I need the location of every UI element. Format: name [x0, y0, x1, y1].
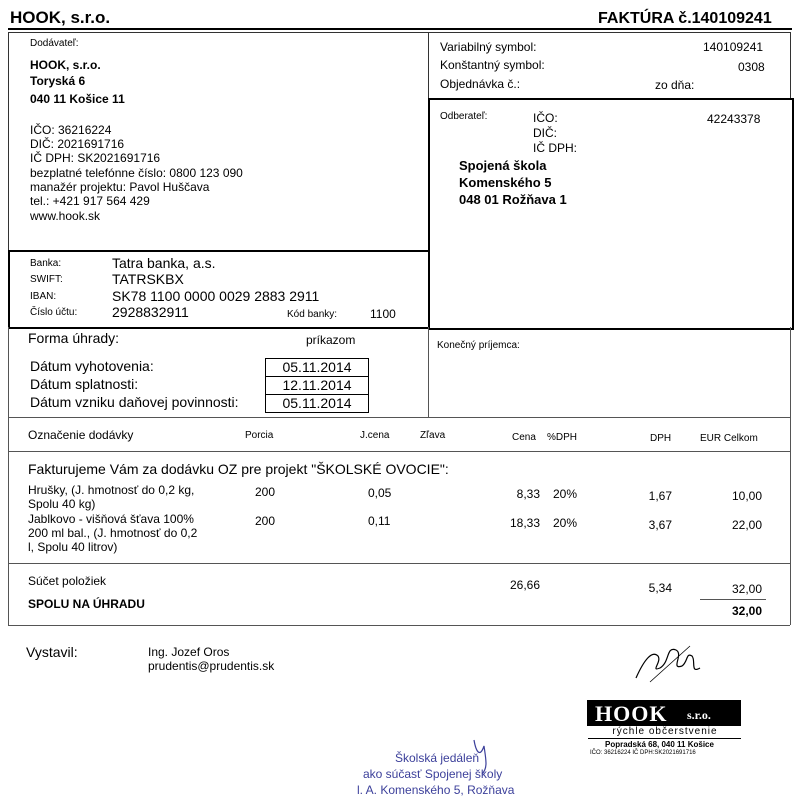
table-sum-rule: [8, 563, 790, 564]
customer-ico-value: 42243378: [707, 112, 761, 126]
pay-total-value: 32,00: [731, 604, 762, 618]
sum-total: 32,00: [731, 582, 762, 596]
stamp-ids: IČO: 36216224 IČ DPH:SK2021691716: [590, 750, 696, 756]
row-desc-line: 200 ml bal., (J. hmotnosť do 0,2: [28, 526, 198, 540]
customer-icdph-label: IČ DPH:: [533, 141, 578, 155]
table-left-border: [8, 417, 9, 625]
supplier-dic: DIČ: 2021691716: [30, 137, 125, 151]
issue-date-label: Dátum vyhotovenia:: [30, 358, 154, 374]
variable-symbol-label: Variabilný symbol:: [440, 40, 537, 54]
table-intro: Fakturujeme Vám za dodávku OZ pre projekt "ŠKOLSKÉ OVOCIE":: [28, 461, 449, 477]
table-header-rule: [8, 451, 790, 452]
school-stamp-line: l. A. Komenského 5, Rožňava: [357, 783, 515, 797]
table-bottom-rule: [8, 625, 790, 626]
sum-label: Súčet položiek: [28, 574, 107, 588]
iban-label: IBAN:: [30, 291, 57, 302]
table-top-rule: [8, 417, 790, 418]
header-rule: [8, 28, 792, 30]
header-company: HOOK, s.r.o.: [10, 8, 111, 27]
col-discount-header: Zľava: [420, 430, 446, 441]
stamp-rule: [588, 738, 741, 739]
row-desc-line: Hrušky, (J. hmotnosť do 0,2 kg,: [28, 483, 195, 497]
school-stamp-line: ako súčasť Spojenej školy: [363, 767, 503, 781]
row-desc-line: Spolu 40 kg): [28, 497, 96, 511]
swift-label: SWIFT:: [30, 274, 63, 285]
col-item-header: Označenie dodávky: [28, 428, 134, 442]
issue-date-value: 05.11.2014: [265, 358, 369, 377]
issuer-name: Ing. Jozef Oros: [148, 645, 230, 659]
customer-ico-label: IČO:: [533, 111, 558, 125]
col-total-header: EUR Celkom: [700, 433, 758, 444]
row-unit-price: 0,11: [368, 514, 391, 528]
bank-label: Banka:: [30, 258, 62, 269]
iban-value: SK78 1100 0000 0029 2883 2911: [112, 288, 320, 304]
customer-street: Komenského 5: [459, 175, 552, 190]
sum-price: 26,66: [509, 578, 540, 592]
customer-box: [428, 98, 794, 330]
row-vat: 3,67: [648, 518, 672, 532]
payment-mid-border: [428, 327, 429, 417]
bank-code-label: Kód banky:: [287, 309, 338, 320]
tax-date-label: Dátum vzniku daňovej povinnosti:: [30, 394, 239, 410]
col-vat-pct-header: %DPH: [547, 432, 578, 443]
pay-total-label: SPOLU NA ÚHRADU: [28, 597, 145, 611]
variable-symbol-value: 140109241: [703, 40, 764, 54]
constant-symbol-value: 0308: [738, 60, 765, 74]
stamp-address: Popradská 68, 040 11 Košice: [605, 740, 714, 749]
customer-city: 048 01 Rožňava 1: [459, 192, 567, 207]
row-unit-price: 0,05: [368, 486, 392, 500]
row-total: 22,00: [731, 518, 762, 532]
pay-total-rule: [700, 599, 766, 600]
customer-dic-label: DIČ:: [533, 126, 557, 140]
constant-symbol-label: Konštantný symbol:: [440, 58, 545, 72]
order-label: Objednávka č.:: [440, 77, 521, 91]
row-vat: 1,67: [648, 489, 672, 503]
issuer-label: Vystavil:: [26, 644, 78, 660]
col-price-header: Cena: [512, 432, 536, 443]
row-vat-pct: 20%: [553, 487, 578, 501]
row-portion: 200: [255, 485, 276, 499]
order-date-label: zo dňa:: [655, 78, 695, 92]
supplier-city: 040 11 Košice 11: [30, 92, 125, 106]
row-price: 8,33: [516, 487, 540, 501]
sum-vat: 5,34: [648, 581, 672, 595]
customer-name: Spojená škola: [459, 158, 547, 173]
row-portion: 200: [255, 514, 276, 528]
supplier-web: www.hook.sk: [30, 209, 101, 223]
invoice-title: FAKTÚRA č.140109241: [598, 10, 772, 27]
supplier-manager: manažér projektu: Pavol Huščava: [30, 180, 210, 194]
tax-date-value: 05.11.2014: [265, 394, 369, 413]
payment-right-border: [790, 327, 791, 417]
stamp-logo-text: HOOK: [595, 701, 668, 726]
stamp-logo-box: [587, 700, 741, 726]
supplier-tel: tel.: +421 917 564 429: [30, 194, 150, 208]
final-recipient-label: Konečný príjemca:: [437, 340, 520, 351]
school-stamp-line: Školská jedáleň: [395, 751, 480, 765]
col-vat-header: DPH: [650, 433, 672, 444]
row-vat-pct: 20%: [553, 516, 578, 530]
supplier-street: Toryská 6: [30, 74, 86, 88]
supplier-icdph: IČ DPH: SK2021691716: [30, 151, 161, 165]
row-total: 10,00: [731, 489, 762, 503]
payment-form-label: Forma úhrady:: [28, 330, 120, 346]
customer-label: Odberateľ:: [440, 111, 488, 122]
col-unit-price-header: J.cena: [360, 430, 390, 441]
stamp-tagline: rýchle občerstvenie: [612, 726, 718, 737]
issuer-email: prudentis@prudentis.sk: [148, 659, 275, 673]
swift-value: TATRSKBX: [112, 271, 184, 287]
payment-left-border: [8, 327, 9, 417]
bank-code-value: 1100: [370, 307, 396, 321]
supplier-label: Dodávateľ:: [30, 38, 79, 49]
due-date-value: 12.11.2014: [265, 376, 369, 395]
account-value: 2928832911: [112, 304, 189, 320]
table-right-border: [790, 417, 791, 625]
row-desc-line: Jablkovo - višňová šťava 100%: [28, 512, 194, 526]
stamp-logo-suffix: s.r.o.: [687, 708, 711, 722]
supplier-phone: bezplatné telefónne číslo: 0800 123 090: [30, 166, 243, 180]
payment-form-value: príkazom: [306, 333, 356, 347]
due-date-label: Dátum splatnosti:: [30, 376, 139, 392]
bank-value: Tatra banka, a.s.: [112, 255, 216, 271]
row-desc-line: l, Spolu 40 litrov): [28, 540, 118, 554]
supplier-ico: IČO: 36216224: [30, 123, 112, 137]
school-stamp-signature: [470, 736, 500, 776]
supplier-name: HOOK, s.r.o.: [30, 58, 101, 72]
col-portion-header: Porcia: [245, 430, 274, 441]
account-label: Číslo účtu:: [30, 307, 78, 318]
signature-image: [630, 638, 710, 688]
row-price: 18,33: [509, 516, 540, 530]
